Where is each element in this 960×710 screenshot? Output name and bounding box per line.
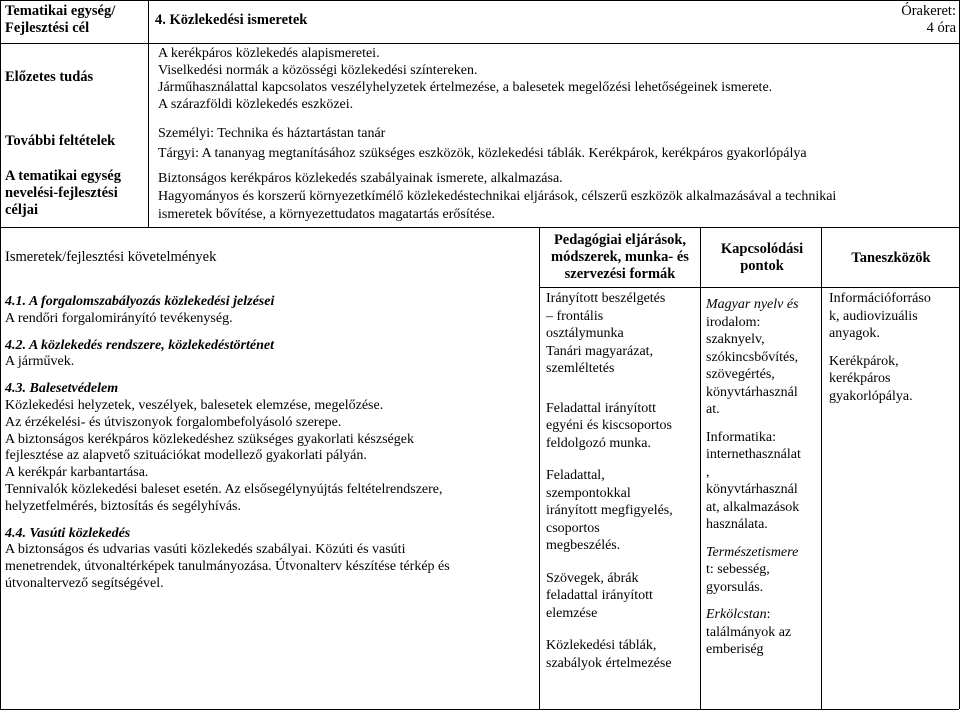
text-line: Tennivalók közlekedési baleset esetén. Az elsősegélynyújtás feltételrendszere, [5, 481, 443, 497]
grid-line [0, 227, 959, 228]
text-line: fejlesztése az alapvető szituációkat modellező gyakorlati pályán. [5, 448, 367, 464]
text-line: internethasználat [706, 447, 801, 462]
requirement-title: 4.2. A közlekedés rendszere, közlekedéstörténet [5, 337, 274, 353]
grid-line [0, 0, 1, 709]
connection-subject: Erkölcstan [706, 607, 767, 622]
text-line: Szövegek, ábrák [546, 570, 639, 586]
text-line: at, alkalmazások [706, 499, 800, 515]
text-line: gyorsulás. [706, 579, 764, 595]
requirement-title: 4.4. Vasúti közlekedés [5, 525, 131, 541]
requirements-list [5, 294, 537, 593]
text-line: Feladattal, [546, 468, 605, 483]
connection-item [706, 606, 820, 659]
text-line: Személyi: Technika és háztartástan tanár [158, 126, 386, 141]
text-line: anyagok. [829, 326, 880, 341]
grid-line [700, 227, 701, 709]
text-line: Kerékpárok, [829, 353, 899, 369]
text-line: feldolgozó munka. [546, 435, 651, 451]
method-item [546, 570, 698, 623]
methods-list [546, 290, 698, 672]
text-line: csoportos [546, 520, 600, 536]
text-line: Tanári magyarázat, [546, 343, 654, 359]
text-line: k, audiovizuális [829, 308, 918, 324]
tool-item [829, 290, 957, 343]
method-item [546, 467, 698, 555]
text-line: szövegértés, [706, 367, 775, 382]
grid-line [0, 43, 959, 44]
text-line: Viselkedési normák a közösségi közlekedési színtereken. [158, 63, 478, 78]
connection-subject-rest: irodalom: [706, 314, 761, 330]
method-item [546, 400, 698, 453]
text-line: használata. [706, 517, 768, 532]
text-line: Közlekedési helyzetek, veszélyek, balesetek elemzése, megelőzése. [5, 397, 384, 413]
requirements-header: Ismeretek/fejlesztési követelmények [5, 249, 217, 265]
connections-header: Kapcsolódási pontok [720, 241, 804, 274]
text-line: szabályok értelmezése [546, 655, 672, 671]
tool-item [829, 353, 957, 406]
text-line: útvonaltervező segítségével. [5, 575, 164, 591]
label-goals: A tematikai egység nevelési-fejlesztési céljai [5, 168, 121, 218]
goals-text [158, 170, 953, 224]
unit-title: 4. Közlekedési ismeretek [155, 12, 308, 28]
text-line: Feladattal irányított [546, 400, 657, 416]
connection-subject: Természetismere [706, 544, 799, 560]
text-line: A kerékpár karbantartása. [5, 465, 149, 481]
requirement-section [5, 381, 537, 515]
grid-line [539, 227, 540, 709]
text-line: , [706, 464, 710, 480]
connection-item [706, 544, 820, 597]
connection-subject: Magyar nyelv és [706, 297, 799, 312]
text-line: – frontális [546, 308, 604, 324]
label-further-conditions: További feltételek [5, 133, 116, 149]
text-line: Közlekedési táblák, [546, 638, 657, 653]
connections-list [706, 296, 820, 659]
connection-item [706, 429, 820, 534]
requirement-section [5, 338, 537, 372]
hours-label: Órakeret: [901, 3, 956, 19]
text-line: szemléltetés [546, 361, 615, 376]
methods-header: Pedagógiai eljárások, módszerek, munka- és szervezési formák [551, 232, 689, 282]
text-line: helyzetfelmérés, biztosítás és segélyhívás. [5, 498, 241, 514]
text-line: A rendőri forgalomirányító tevékenység. [5, 310, 233, 326]
grid-line [148, 0, 149, 227]
text-line: gyakorlópálya. [829, 388, 913, 404]
connection-item [706, 296, 820, 419]
text-line: elemzése [546, 605, 598, 621]
text-line: t: sebesség, [706, 562, 770, 577]
text-line: Tárgyi: A tananyag megtanításához szükséges eszközök, közlekedési táblák. Kerékpárok, kerékpáros gyakorlópálya [158, 146, 807, 161]
text-line: Járműhasználattal kapcsolatos veszélyhelyzetek értelmezése, a balesetek megelőzési lehetőségeinek ismerete. [158, 80, 773, 95]
prior-knowledge-text [158, 45, 948, 113]
text-line: szókincsbővítés, [706, 349, 799, 365]
text-line: A szárazföldi közlekedés eszközei. [158, 97, 354, 112]
text-line: szaknyelv, [706, 332, 765, 347]
text-line: at. [706, 402, 720, 417]
grid-line [539, 287, 959, 288]
text-line: feladattal irányított [546, 588, 653, 603]
text-line: könyvtárhasznál [706, 482, 798, 497]
requirement-title: 4.3. Balesetvédelem [5, 381, 119, 397]
text-line: A kerékpáros közlekedés alapismeretei. [158, 46, 380, 61]
text-line: egyéni és kiscsoportos [546, 418, 672, 433]
conditions-text [158, 124, 948, 164]
requirement-section [5, 526, 537, 593]
method-item [546, 637, 698, 672]
tools-header: Taneszközök [851, 250, 931, 266]
tools-list [829, 290, 957, 405]
text-line: kerékpáros [829, 371, 891, 386]
text-line: szempontokkal [546, 485, 631, 501]
text-line: A biztonságos kerékpáros közlekedéshez szükséges gyakorlati készségek [5, 431, 414, 447]
grid-line [821, 227, 822, 709]
text-line: könyvtárhasznál [706, 384, 798, 400]
connection-subject-rest: Informatika: [706, 429, 776, 445]
hours-block [870, 3, 956, 37]
text-line: emberiség [706, 642, 764, 657]
text-line: A biztonságos és udvarias vasúti közlekedés szabályai. Közúti és vasúti [5, 542, 406, 558]
connection-subject-rest: : [766, 607, 771, 622]
hours-value: 4 óra [926, 20, 956, 36]
text-line: menetrendek, útvonaltérképek tanulmányozása. Útvonalterv készítése térkép és [5, 559, 450, 575]
text-line: Az érzékelési- és útviszonyok forgalombefolyásoló szerepe. [5, 414, 342, 430]
text-line: ismeretek bővítése, a környezettudatos magatartás erősítése. [158, 207, 496, 222]
label-thematic-unit: Tematikai egység/ Fejlesztési cél [5, 3, 116, 36]
text-line: A járművek. [5, 354, 75, 370]
text-line: Információforráso [829, 291, 931, 306]
requirement-title: 4.1. A forgalomszabályozás közlekedési jelzései [5, 294, 275, 309]
requirement-section [5, 294, 537, 328]
text-line: osztálymunka [546, 326, 624, 341]
text-line: Biztonságos kerékpáros közlekedés szabályainak ismerete, alkalmazása. [158, 171, 563, 186]
text-line: Irányított beszélgetés [546, 291, 666, 306]
grid-line [0, 0, 959, 1]
text-line: Hagyományos és korszerű környezetkímélő közlekedéstechnikai eljárások, célszerű eszközök alkalmazásával a technikai [158, 189, 837, 204]
label-prior-knowledge: Előzetes tudás [5, 69, 94, 85]
text-line: találmányok az [706, 624, 792, 640]
method-item [546, 290, 698, 378]
text-line: irányított megfigyelés, [546, 503, 673, 518]
text-line: megbeszélés. [546, 538, 621, 553]
